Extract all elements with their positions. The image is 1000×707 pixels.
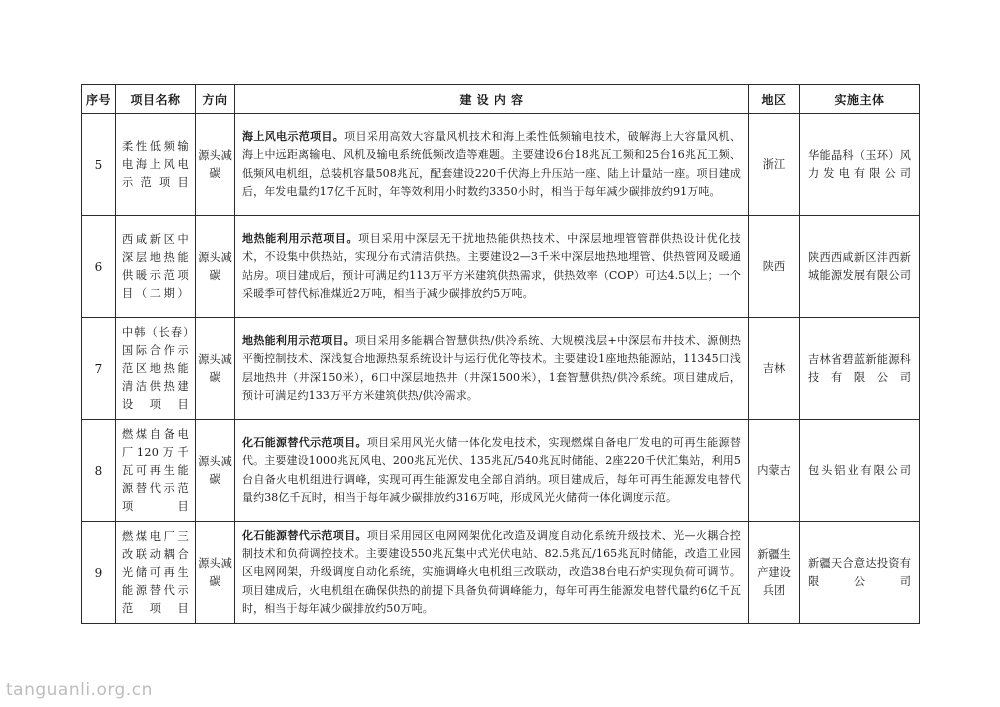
- row-seq: 7: [82, 318, 116, 420]
- row-entity: 新疆天合意达投资有限公司: [800, 522, 920, 624]
- row-content: [235, 420, 749, 522]
- row-direction: 源头减碳: [196, 216, 235, 318]
- row-content-lead: 地热能利用示范项目。: [242, 232, 359, 246]
- table-header-row: [82, 85, 920, 114]
- site-watermark: tanguanli.org.cn: [6, 680, 153, 700]
- row-entity: 包头铝业有限公司: [800, 420, 920, 522]
- row-region: 陕西: [749, 216, 800, 318]
- row-content: [235, 114, 749, 216]
- row-project-name: 中韩（长春）国际合作示范区地热能清洁供热建设项目: [116, 318, 196, 420]
- header-entity: 实施主体: [800, 85, 920, 114]
- row-content-lead: 化石能源替代示范项目。: [242, 528, 367, 542]
- row-content: [235, 522, 749, 624]
- row-region: 浙江: [749, 114, 800, 216]
- header-region: 地区: [749, 85, 800, 114]
- table-row: [82, 114, 920, 216]
- header-seq: 序号: [82, 85, 116, 114]
- row-seq: 8: [82, 420, 116, 522]
- row-content-lead: 海上风电示范项目。: [242, 130, 345, 144]
- row-content-body: 项目采用多能耦合智慧供热/供冷系统、大规模浅层+中深层布井技术、源侧热平衡控制技术、深浅复合地源热泵系统设计与运行优化等技术。主要建设1座地热能源站，11345口浅层地热井（井深150米），6口中深层地热井（井深1500米），1套智慧供热/供冷系统。项目建成后，预计可满足约133万平方米建筑供热/供冷需求。: [242, 334, 742, 402]
- row-content: [235, 216, 749, 318]
- row-content-body: 项目采用中深层无干扰地热能供热技术、中深层地埋管管群供热设计优化技术，不设集中供热站，实现分布式清洁供热。主要建设2—3千米中深层地热地埋管、供热管网及暖通站房。项目建成后，预计可满足约113万平方米建筑供热需求，供热效率（COP）可达4.5以上；一个采暖季可替代标准煤近2万吨，相当于减少碳排放约5万吨。: [242, 232, 741, 300]
- row-content-body: 项目采用高效大容量风机技术和海上柔性低频输电技术，破解海上大容量风机、海上中远距离输电、风机及输电系统低频改造等难题。主要建设6台18兆瓦工频和25台16兆瓦工频、低频风电机组，总装机容量508兆瓦，配套建设220千伏海上升压站一座、陆上计量站一座。项目建成后，年发电量约17亿千瓦时，年等效利用小时数约3350小时，相当于每年减少碳排放约91万吨。: [242, 130, 741, 198]
- row-entity: 吉林省碧蓝新能源科技有限公司: [800, 318, 920, 420]
- row-entity: 陕西西咸新区沣西新城能源发展有限公司: [800, 216, 920, 318]
- projects-table: [81, 84, 920, 624]
- row-content-lead: 地热能利用示范项目。: [242, 334, 355, 348]
- table-row: [82, 420, 920, 522]
- row-region: 新疆生产建设兵团: [749, 522, 800, 624]
- header-direction: 方向: [196, 85, 235, 114]
- header-content: 建 设 内 容: [235, 85, 749, 114]
- row-project-name: 西咸新区中深层地热能供暖示范项目（二期）: [116, 216, 196, 318]
- table-row: [82, 318, 920, 420]
- row-project-name: 燃煤电厂三改联动耦合光储可再生能源替代示范项目: [116, 522, 196, 624]
- table-row: [82, 216, 920, 318]
- row-content: [235, 318, 749, 420]
- row-direction: 源头减碳: [196, 318, 235, 420]
- row-content-body: 项目采用园区电网网架优化改造及调度自动化系统升级技术、光—火耦合控制技术和负荷调控技术。主要建设550兆瓦集中式光伏电站、82.5兆瓦/165兆瓦时储能，改造工业园区电网网架，升级调度自动化系统，实施调峰火电机组三改联动，改造38台电石炉实现负荷可调节。项目建成后，火电机组在确保供热的前提下具备负荷调峰能力，每年可再生能源发电替代量约6亿千瓦时，相当于每年减少碳排放约50万吨。: [242, 528, 741, 615]
- row-seq: 6: [82, 216, 116, 318]
- row-seq: 5: [82, 114, 116, 216]
- row-region: 吉林: [749, 318, 800, 420]
- row-project-name: 燃煤自备电厂120万千瓦可再生能源替代示范项目: [116, 420, 196, 522]
- row-entity: 华能晶科（玉环）风力发电有限公司: [800, 114, 920, 216]
- row-content-lead: 化石能源替代示范项目。: [242, 436, 367, 450]
- row-direction: 源头减碳: [196, 522, 235, 624]
- row-seq: 9: [82, 522, 116, 624]
- row-direction: 源头减碳: [196, 420, 235, 522]
- row-direction: 源头减碳: [196, 114, 235, 216]
- table-row: [82, 522, 920, 624]
- header-name: 项目名称: [116, 85, 196, 114]
- row-project-name: 柔性低频输电海上风电示范项目: [116, 114, 196, 216]
- row-content-body: 项目采用风光火储一体化发电技术，实现燃煤自备电厂发电的可再生能源替代。主要建设1000兆瓦风电、200兆瓦光伏、135兆瓦/540兆瓦时储能、2座220千伏汇集站，利用5台自备火电机组进行调峰，实现可再生能源发电全部自消纳。项目建成后，每年可再生能源发电替代量约38亿千瓦时，相当于每年减少碳排放约316万吨，形成风光火储荷一体化调度示范。: [242, 436, 741, 504]
- row-region: 内蒙古: [749, 420, 800, 522]
